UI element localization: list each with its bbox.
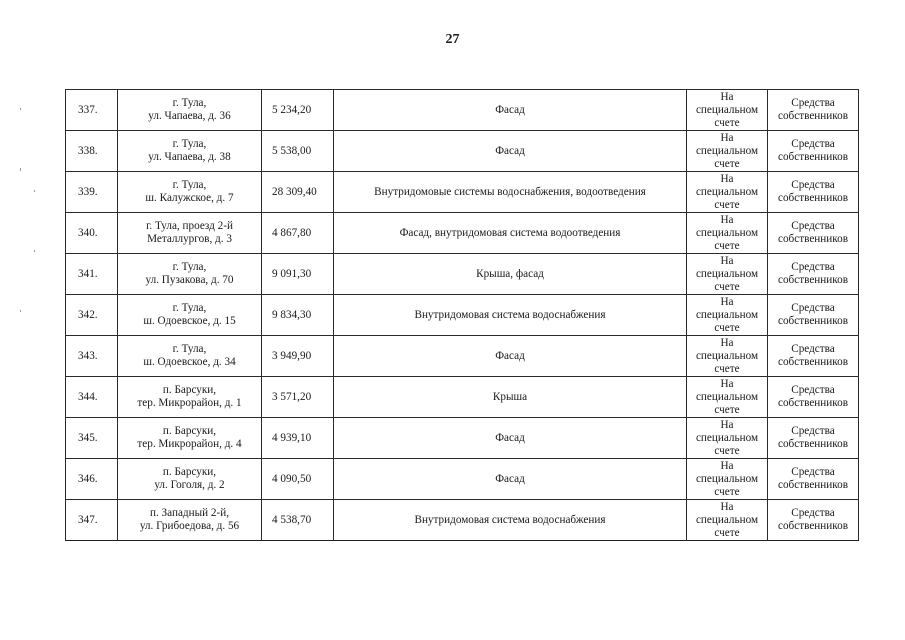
row-number: 337. (78, 103, 98, 116)
funding-cell (768, 254, 859, 295)
address-cell (118, 500, 262, 541)
address-line: п. Барсуки, (162, 384, 217, 396)
work-type: Внутридомовые системы водоснабжения, водоотведения (374, 185, 646, 198)
row-number-cell (66, 377, 118, 418)
address-cell (118, 295, 262, 336)
area-cell (262, 377, 334, 418)
address-line: тер. Микрорайон, д. 4 (137, 438, 242, 450)
area-cell (262, 336, 334, 377)
area-cell (262, 131, 334, 172)
account-line: На (720, 377, 734, 390)
funding-line: Средства (791, 138, 835, 150)
account-line: специальном (695, 226, 759, 239)
account-line: На (720, 459, 734, 472)
address-line: п. Западный 2-й, (149, 507, 230, 519)
row-number: 343. (78, 349, 98, 362)
account-cell (687, 377, 768, 418)
funding-line: Средства (791, 343, 835, 355)
funding-cell (768, 131, 859, 172)
work-type-cell (334, 254, 687, 295)
table-row (66, 131, 859, 172)
row-number-cell (66, 213, 118, 254)
area-cell (262, 172, 334, 213)
funding-cell (768, 377, 859, 418)
area-cell (262, 295, 334, 336)
area-cell (262, 418, 334, 459)
row-number: 342. (78, 308, 98, 321)
account-line: счете (714, 116, 740, 129)
address-line: Металлургов, д. 3 (147, 233, 232, 245)
row-number-cell (66, 90, 118, 131)
account-line: специальном (695, 308, 759, 321)
row-number: 341. (78, 267, 98, 280)
funding-line: Средства (791, 220, 835, 232)
row-number: 347. (78, 513, 98, 526)
account-line: счете (714, 321, 740, 334)
table-row (66, 336, 859, 377)
funding-cell (768, 500, 859, 541)
funding-line: Средства (791, 179, 835, 191)
work-type: Фасад (495, 472, 525, 485)
area-value: 9 091,30 (272, 267, 312, 280)
funding-cell (768, 336, 859, 377)
account-line: На (720, 254, 734, 267)
table-row (66, 295, 859, 336)
table-row (66, 377, 859, 418)
work-type-cell (334, 500, 687, 541)
address-cell (118, 172, 262, 213)
work-type-cell (334, 295, 687, 336)
account-line: счете (714, 362, 740, 375)
account-line: счете (714, 157, 740, 170)
row-number-cell (66, 131, 118, 172)
page-number: 27 (445, 32, 460, 47)
address-line: ул. Гоголя, д. 2 (154, 479, 225, 491)
work-type: Фасад, внутридомовая система водоотведения (399, 226, 621, 239)
account-line: счете (714, 444, 740, 457)
account-cell (687, 90, 768, 131)
area-value: 4 867,80 (272, 226, 312, 239)
buildings-table (65, 89, 859, 541)
account-cell (687, 459, 768, 500)
row-number: 340. (78, 226, 98, 239)
scan-mark (34, 190, 35, 192)
account-line: счете (714, 198, 740, 211)
funding-line: Средства (791, 384, 835, 396)
address-cell (118, 90, 262, 131)
account-line: счете (714, 526, 740, 539)
account-line: специальном (695, 431, 759, 444)
work-type-cell (334, 418, 687, 459)
account-line: На (720, 172, 734, 185)
work-type-cell (334, 336, 687, 377)
address-cell (118, 377, 262, 418)
account-line: счете (714, 239, 740, 252)
area-cell (262, 90, 334, 131)
account-line: специальном (695, 390, 759, 403)
address-line: г. Тула, (172, 343, 207, 355)
account-cell (687, 254, 768, 295)
work-type: Внутридомовая система водоснабжения (414, 513, 606, 526)
address-line: г. Тула, (172, 138, 207, 150)
row-number-cell (66, 172, 118, 213)
account-line: специальном (695, 185, 759, 198)
table-row (66, 213, 859, 254)
account-cell (687, 213, 768, 254)
work-type: Крыша, фасад (476, 267, 544, 280)
address-cell (118, 459, 262, 500)
scan-mark (20, 310, 21, 312)
address-line: ул. Чапаева, д. 38 (148, 151, 231, 163)
funding-line: собственников (778, 438, 848, 450)
funding-line: собственников (778, 356, 848, 368)
funding-line: собственников (778, 192, 848, 204)
row-number: 346. (78, 472, 98, 485)
row-number-cell (66, 336, 118, 377)
table-body (66, 90, 859, 541)
funding-line: собственников (778, 520, 848, 532)
funding-line: собственников (778, 397, 848, 409)
address-line: ул. Пузакова, д. 70 (145, 274, 234, 286)
address-line: ш. Одоевское, д. 15 (143, 315, 236, 327)
account-cell (687, 172, 768, 213)
address-line: г. Тула, проезд 2-й (146, 220, 233, 232)
address-line: г. Тула, (172, 261, 207, 273)
funding-line: собственников (778, 315, 848, 327)
area-cell (262, 254, 334, 295)
funding-line: Средства (791, 425, 835, 437)
row-number-cell (66, 500, 118, 541)
area-value: 5 234,20 (272, 103, 312, 116)
row-number-cell (66, 295, 118, 336)
table-row (66, 500, 859, 541)
work-type: Фасад (495, 349, 525, 362)
account-line: счете (714, 485, 740, 498)
account-line: На (720, 213, 734, 226)
funding-cell (768, 172, 859, 213)
account-cell (687, 131, 768, 172)
account-line: На (720, 500, 734, 513)
row-number-cell (66, 254, 118, 295)
funding-line: Средства (791, 302, 835, 314)
area-cell (262, 500, 334, 541)
account-line: специальном (695, 349, 759, 362)
account-cell (687, 418, 768, 459)
account-line: специальном (695, 513, 759, 526)
area-value: 9 834,30 (272, 308, 312, 321)
account-cell (687, 336, 768, 377)
address-line: п. Барсуки, (162, 425, 217, 437)
account-line: специальном (695, 472, 759, 485)
address-line: ул. Чапаева, д. 36 (148, 110, 231, 122)
work-type: Крыша (492, 390, 528, 403)
funding-line: собственников (778, 151, 848, 163)
work-type: Фасад (495, 144, 525, 157)
area-value: 4 090,50 (272, 472, 312, 485)
area-value: 28 309,40 (272, 185, 317, 198)
funding-line: Средства (791, 261, 835, 273)
address-line: г. Тула, (172, 97, 207, 109)
area-cell (262, 459, 334, 500)
funding-cell (768, 459, 859, 500)
address-line: п. Барсуки, (162, 466, 217, 478)
address-cell (118, 213, 262, 254)
address-cell (118, 131, 262, 172)
account-cell (687, 295, 768, 336)
work-type-cell (334, 172, 687, 213)
address-line: ш. Одоевское, д. 34 (143, 356, 236, 368)
address-line: г. Тула, (172, 302, 207, 314)
funding-line: Средства (791, 466, 835, 478)
work-type-cell (334, 377, 687, 418)
address-line: тер. Микрорайон, д. 1 (137, 397, 242, 409)
work-type: Внутридомовая система водоснабжения (414, 308, 606, 321)
work-type-cell (334, 131, 687, 172)
account-line: На (720, 418, 734, 431)
funding-line: собственников (778, 274, 848, 286)
row-number-cell (66, 459, 118, 500)
funding-cell (768, 213, 859, 254)
work-type: Фасад (495, 103, 525, 116)
address-line: ул. Грибоедова, д. 56 (139, 520, 240, 532)
work-type-cell (334, 459, 687, 500)
funding-line: собственников (778, 233, 848, 245)
account-line: На (720, 90, 734, 103)
row-number: 339. (78, 185, 98, 198)
scan-mark (34, 250, 35, 252)
funding-cell (768, 295, 859, 336)
address-line: г. Тула, (172, 179, 207, 191)
account-line: специальном (695, 103, 759, 116)
row-number: 344. (78, 390, 98, 403)
row-number-cell (66, 418, 118, 459)
account-cell (687, 500, 768, 541)
funding-line: Средства (791, 507, 835, 519)
account-line: специальном (695, 267, 759, 280)
area-cell (262, 213, 334, 254)
table-row (66, 459, 859, 500)
account-line: счете (714, 280, 740, 293)
work-type: Фасад (495, 431, 525, 444)
account-line: На (720, 295, 734, 308)
address-line: ш. Калужское, д. 7 (145, 192, 234, 204)
address-cell (118, 418, 262, 459)
work-type-cell (334, 213, 687, 254)
table-row (66, 254, 859, 295)
area-value: 3 949,90 (272, 349, 312, 362)
account-line: специальном (695, 144, 759, 157)
area-value: 3 571,20 (272, 390, 312, 403)
funding-line: собственников (778, 479, 848, 491)
scan-mark (20, 108, 21, 110)
funding-cell (768, 418, 859, 459)
address-cell (118, 254, 262, 295)
row-number: 345. (78, 431, 98, 444)
area-value: 4 538,70 (272, 513, 312, 526)
funding-cell (768, 90, 859, 131)
funding-line: собственников (778, 110, 848, 122)
account-line: На (720, 131, 734, 144)
account-line: счете (714, 403, 740, 416)
table-row (66, 90, 859, 131)
area-value: 4 939,10 (272, 431, 312, 444)
funding-line: Средства (791, 97, 835, 109)
scan-mark (20, 168, 21, 171)
area-value: 5 538,00 (272, 144, 312, 157)
address-cell (118, 336, 262, 377)
account-line: На (720, 336, 734, 349)
row-number: 338. (78, 144, 98, 157)
table-row (66, 172, 859, 213)
work-type-cell (334, 90, 687, 131)
table-row (66, 418, 859, 459)
